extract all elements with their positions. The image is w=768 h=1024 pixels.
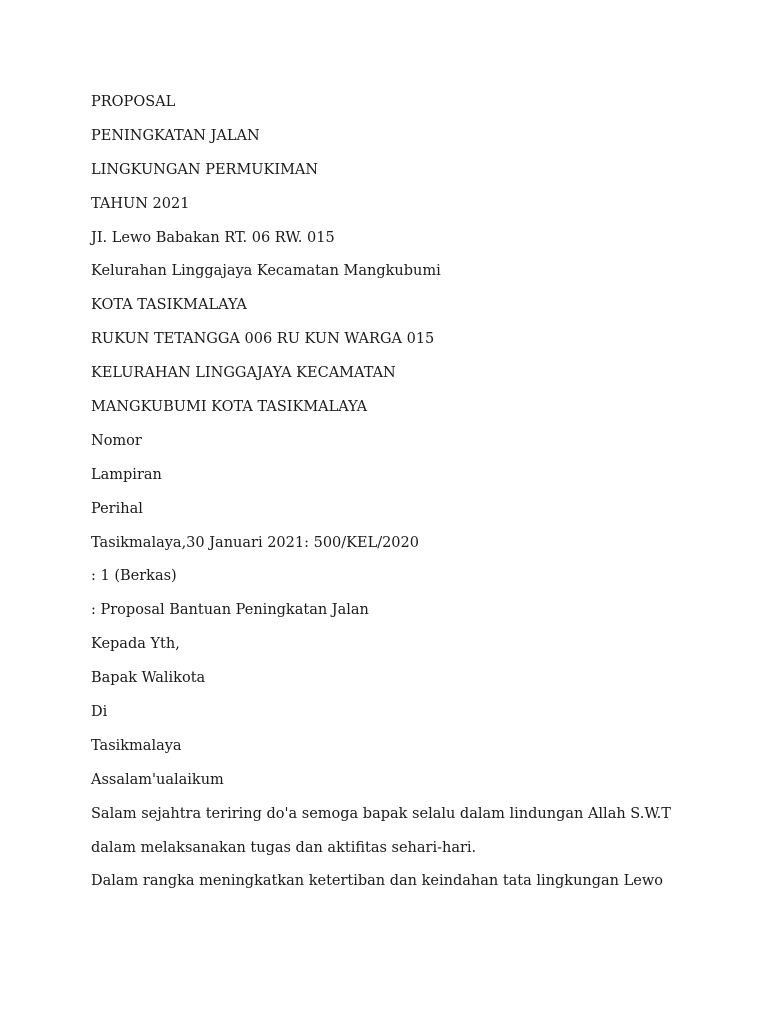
address-kelurahan: Kelurahan Linggajaya Kecamatan Mangkubumi <box>91 263 441 280</box>
place-date-number: Tasikmalaya,30 Januari 2021: 500/KEL/2020 <box>91 534 419 551</box>
address-city: KOTA TASIKMALAYA <box>91 297 247 314</box>
body-paragraph-line: Dalam rangka meningkatkan ketertiban dan keindahan tata lingkungan Lewo <box>91 873 663 890</box>
document-body <box>91 92 731 905</box>
body-paragraph-line: dalam melaksanakan tugas dan aktifitas sehari-hari. <box>91 839 477 856</box>
recipient-greeting: Kepada Yth, <box>91 636 180 653</box>
value-perihal: : Proposal Bantuan Peningkatan Jalan <box>91 602 369 619</box>
address-street: JI. Lewo Babakan RT. 06 RW. 015 <box>91 229 335 246</box>
title-peningkatan-jalan: PENINGKATAN JALAN <box>91 127 260 144</box>
title-tahun: TAHUN 2021 <box>91 195 190 212</box>
title-proposal: PROPOSAL <box>91 94 176 110</box>
label-nomor: Nomor <box>91 432 142 449</box>
title-lingkungan-permukiman: LINGKUNGAN PERMUKIMAN <box>91 161 319 178</box>
label-lampiran: Lampiran <box>91 466 162 483</box>
salutation: Assalam'ualaikum <box>91 771 224 788</box>
label-perihal: Perihal <box>91 500 143 517</box>
recipient-di: Di <box>91 704 108 721</box>
recipient-name: Bapak Walikota <box>91 670 206 687</box>
recipient-city: Tasikmalaya <box>91 737 182 754</box>
value-lampiran: : 1 (Berkas) <box>91 568 177 585</box>
org-city: MANGKUBUMI KOTA TASIKMALAYA <box>91 399 368 416</box>
org-kelurahan: KELURAHAN LINGGAJAYA KECAMATAN <box>91 365 396 382</box>
org-rukun-tetangga: RUKUN TETANGGA 006 RU KUN WARGA 015 <box>91 331 435 348</box>
body-paragraph-line: Salam sejahtra teriring do'a semoga bapak selalu dalam lindungan Allah S.W.T <box>91 805 671 822</box>
